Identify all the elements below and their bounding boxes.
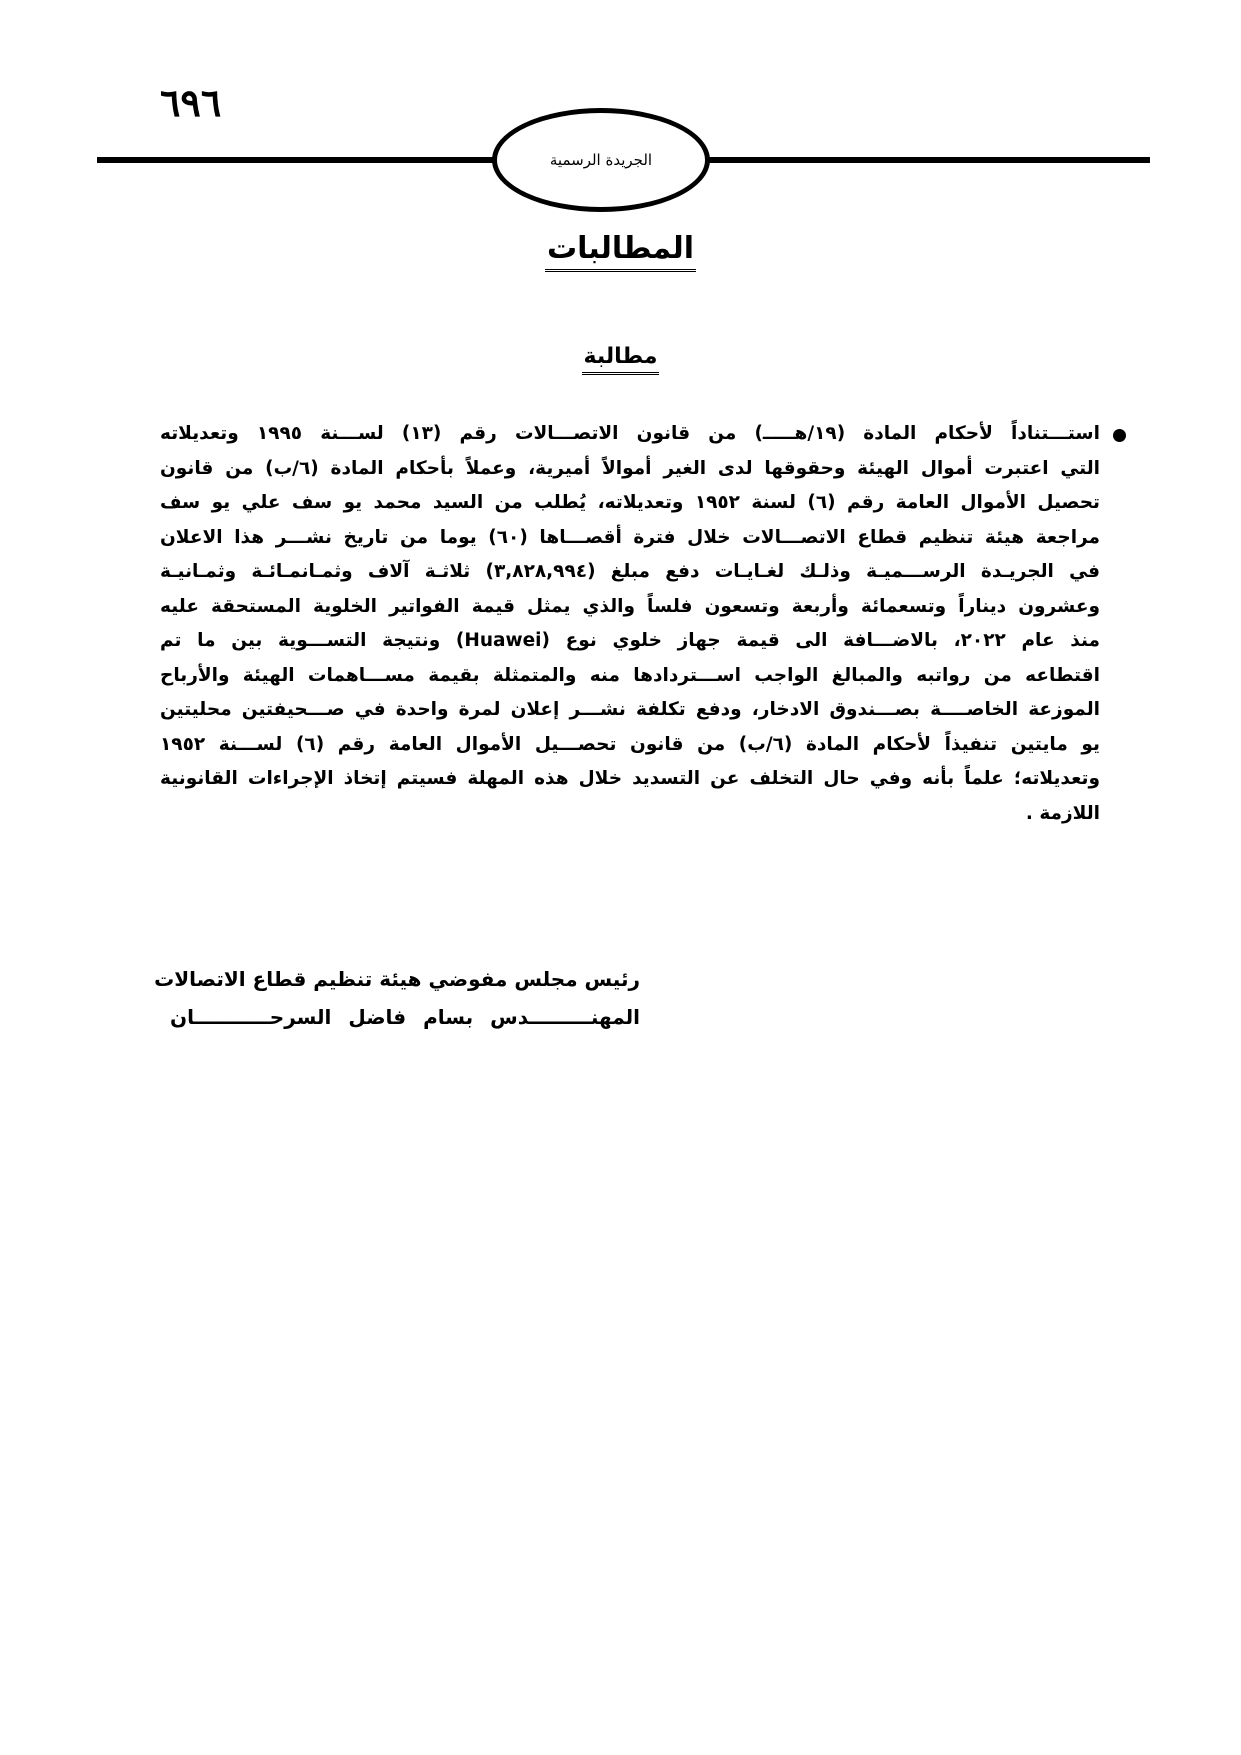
signatory-name: المهنـــــــــدس بسام فاضل السرحـــــــــــان <box>170 1005 640 1029</box>
signature-block <box>154 960 640 1036</box>
claim-item <box>160 417 1126 831</box>
publication-name: الجريدة الرسمية <box>549 151 653 169</box>
bullet-icon <box>1113 429 1126 442</box>
section-title <box>0 232 1241 272</box>
claim-line: منذ عام ٢٠٢٢، بالاضـــافة الى قيمة جهاز خلوي نوع (Huawei) ونتيجة التســـوية بين ما تم <box>160 630 1100 651</box>
claim-line: تحصيل الأموال العامة رقم (٦) لسنة ١٩٥٢ وتعديلاته، يُطلب من السيد محمد يو سف علي يو سف <box>160 492 1100 513</box>
claim-line: وعشرون ديناراً وتسعمائة وأربعة وتسعون فلساً والذي يمثل قيمة الفواتير الخلوية المستحقة عليه <box>160 595 1100 617</box>
claim-line: مراجعة هيئة تنظيم قطاع الاتصـــالات خلال فترة أقصـــاها (٦٠) يوما من تاريخ نشـــر هذا الاعلان <box>160 526 1100 548</box>
claim-line: اقتطاعه من رواتبه والمبالغ الواجب اســـتردادها منه والمتمثلة بقيمة مســـاهمات الهيئة والأرباح <box>160 664 1100 686</box>
claim-line: يو مايتين تنفيذاً لأحكام المادة (٦/ب) من قانون تحصـــيل الأموال العامة رقم (٦) لســـنة ١٩٥٢ <box>160 733 1100 755</box>
claim-line: في الجريـدة الرســـميـة وذلـك لغـايـات دفع مبلغ (٣,٨٢٨,٩٩٤) ثلاثـة آلاف وثمـانمـائـة وثمـانيـة <box>160 561 1100 582</box>
claim-body <box>160 417 1126 831</box>
page-number: ٦٩٦ <box>160 80 222 125</box>
publication-ellipse <box>492 108 710 212</box>
section-title-text: المطالبات <box>545 232 696 272</box>
claim-line: وتعديلاته؛ علماً بأنه وفي حال التخلف عن التسديد خلال هذه المهلة فسيتم إتخاذ الإجراءات القانونية <box>160 768 1100 789</box>
claim-line: الموزعة الخاصــــة بصـــندوق الادخار، ودفع تكلفة نشـــر إعلان لمرة واحدة في صـــحيفتين محليتين <box>160 699 1100 720</box>
claim-line: التي اعتبرت أموال الهيئة وحقوقها لدى الغير أموالاً أميرية، وعملاً بأحكام المادة (٦/ب) من قانون <box>160 457 1100 479</box>
claim-line: استـــتناداً لأحكام المادة (١٩/هـــــ) من قانون الاتصـــالات رقم (١٣) لســـنة ١٩٩٥ وتعديلاته <box>160 423 1100 444</box>
signatory-title: رئيس مجلس مفوضي هيئة تنظيم قطاع الاتصالات <box>154 967 640 991</box>
claim-line-last: اللازمة . <box>1025 802 1100 824</box>
subsection-title <box>0 345 1241 375</box>
subsection-title-text: مطالبة <box>582 345 660 375</box>
